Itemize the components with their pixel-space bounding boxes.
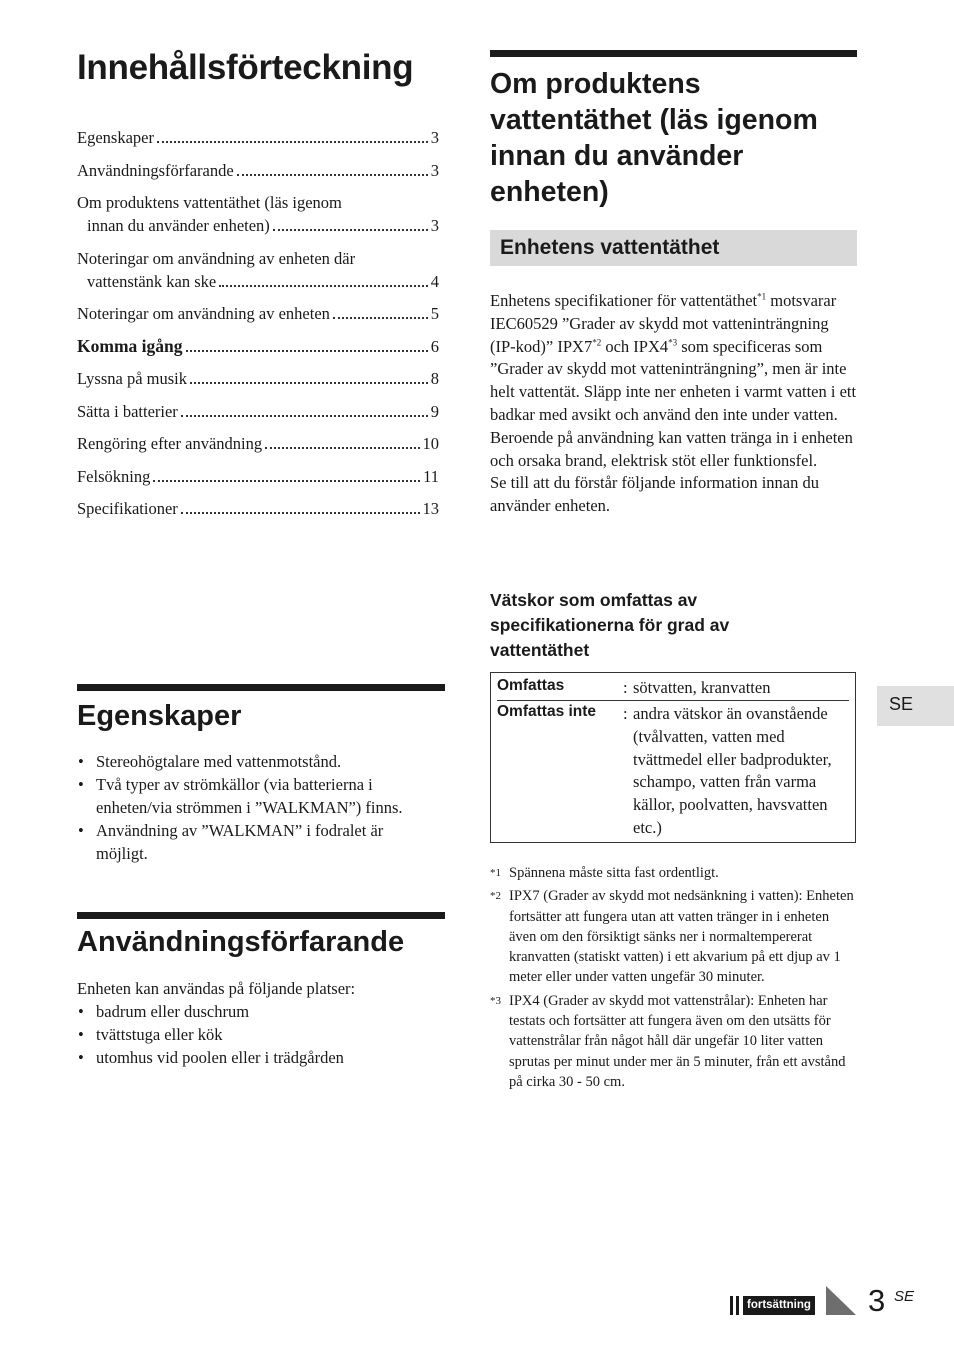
toc-leader: [181, 415, 428, 417]
list-item: • Användning av ”WALKMAN” i fodralet är möjligt.: [77, 819, 439, 865]
toc-leader: [237, 174, 428, 176]
waterproof-body: [490, 290, 857, 518]
footnotes: [490, 863, 860, 1095]
toc-page: 3: [430, 160, 439, 180]
list-item: • utomhus vid poolen eller i trädgården: [77, 1046, 439, 1069]
continued-indicator: [730, 1286, 856, 1316]
footnote-mark: *1: [490, 867, 501, 879]
footnote-text: Spännena måste sitta fast ordentligt.: [509, 865, 719, 881]
toc-entry[interactable]: [77, 335, 439, 358]
table-key: Omfattas inte: [497, 703, 597, 720]
toc-leader: [181, 512, 420, 514]
continued-bar: [736, 1296, 739, 1315]
list-item: • tvättstuga eller kök: [77, 1023, 439, 1046]
subsection-header: [490, 230, 857, 266]
toc-leader: [157, 141, 428, 143]
toc-page: 6: [430, 336, 439, 356]
toc-page: 5: [430, 304, 439, 323]
toc-page: 9: [430, 401, 439, 421]
language-tab: [877, 686, 954, 726]
toc-leader: [219, 285, 428, 287]
toc-entry-label: Om produktens vattentäthet (läs igenom: [77, 193, 342, 212]
toc-leader: [333, 317, 428, 319]
toc-leader: [153, 480, 420, 482]
toc-entry-label-cont: innan du använder enheten): [87, 216, 270, 235]
toc-entry[interactable]: [77, 432, 439, 455]
usage-list: [77, 1000, 439, 1069]
toc-entry[interactable]: [77, 367, 439, 390]
toc-entry[interactable]: [77, 497, 439, 520]
body-text-span: motsvarar IEC60529 ”Grader av skydd mot vatteninträngning (IP-kod)” IPX7: [490, 291, 837, 356]
toc-entry-label: Användningsförfarande: [77, 160, 234, 180]
toc-entry[interactable]: [77, 191, 439, 237]
table-value-cell: [623, 703, 843, 840]
toc-entry[interactable]: [77, 302, 439, 325]
table-value: sötvatten, kranvatten: [633, 678, 771, 697]
toc-entry[interactable]: [77, 400, 439, 423]
toc-page: 11: [423, 466, 439, 486]
footnote: [490, 886, 860, 987]
section-rule: [490, 50, 857, 57]
colon: :: [623, 678, 628, 697]
section-rule: [77, 912, 445, 919]
toc-entry-label: Felsökning: [77, 466, 151, 486]
list-item: • badrum eller duschrum: [77, 1000, 439, 1023]
table-of-contents: [77, 126, 439, 530]
footnote: [490, 863, 860, 883]
table-value-cell: [623, 677, 770, 700]
features-list: [77, 750, 439, 865]
footnote-ref: *2: [592, 337, 602, 348]
liquids-table: [490, 672, 856, 843]
toc-entry[interactable]: [77, 465, 439, 488]
page-language: SE: [894, 1288, 915, 1305]
subsection-title: Enhetens vattentäthet: [500, 236, 720, 259]
toc-leader: [273, 229, 428, 231]
page-number: 3: [868, 1283, 886, 1318]
footnote-text: IPX7 (Grader av skydd mot nedsänkning i vatten): Enheten fortsätter att fungera utan att vatten tränger in i enheten även om den försiktigt sänks ner i normaltempererat kranvatten (statiskt vatten) i ett akvarium på ett djup av 1 meter eller under vatten ungefär 30 minuter.: [509, 888, 854, 986]
toc-leader: [186, 350, 428, 352]
toc-title: Innehållsförteckning: [77, 48, 414, 87]
list-item: • Två typer av strömkällor (via batterierna i enheten/via strömmen i ”WALKMAN”) finns.: [77, 773, 439, 819]
toc-leader: [265, 447, 419, 449]
toc-entry-label: Noteringar om användning av enheten där: [77, 248, 356, 268]
usage-title: Användningsförfarande: [77, 926, 405, 958]
toc-entry-label: Sätta i batterier: [77, 401, 178, 421]
body-text-span: Enhetens specifikationer för vattentäthet: [490, 291, 758, 310]
list-item: • Stereohögtalare med vattenmotstånd.: [77, 750, 439, 773]
usage-intro: Enheten kan användas på följande platser:: [77, 979, 356, 998]
toc-entry-label: Noteringar om användning av enheten: [77, 304, 330, 323]
colon: :: [623, 704, 628, 723]
body-text-span: och IPX4: [601, 336, 669, 356]
toc-page: 13: [422, 499, 439, 518]
toc-page: 10: [422, 434, 439, 453]
continued-arrow-icon: [826, 1286, 856, 1315]
toc-entry-label: Specifikationer: [77, 499, 178, 518]
toc-entry[interactable]: [77, 126, 439, 149]
features-title: Egenskaper: [77, 700, 242, 732]
toc-entry[interactable]: [77, 247, 439, 293]
toc-page: 3: [430, 128, 439, 147]
toc-page: 4: [430, 271, 439, 291]
footnote-mark: *2: [490, 890, 501, 903]
waterproof-title: Om produktens vattentäthet (läs igenom innan du använder enheten): [490, 68, 818, 208]
toc-entry-label: Rengöring efter användning: [77, 434, 263, 453]
body-text-span: som specificeras som ”Grader av skydd mot vatteninträngning”, men är inte helt vattentät. Släpp inte ner enheten i varmt vatten i ett badkar med avsikt och använd den inte under vatten. Beroende på användning kan vatten tränga in i enheten och orsaka brand, elektrisk stöt eller funktionsfel.: [490, 336, 857, 470]
footnote-ref: *3: [668, 337, 678, 348]
table-row: [497, 677, 849, 701]
toc-entry-label: Komma igång: [77, 335, 183, 356]
toc-entry-label-cont: vattenstänk kan ske: [87, 271, 217, 291]
toc-page: 8: [430, 369, 439, 388]
toc-page: 3: [430, 216, 439, 235]
footnote-ref: *1: [757, 291, 767, 302]
continued-bar: [730, 1296, 733, 1315]
table-key: Omfattas: [497, 677, 565, 694]
table-value: andra vätskor än ovanstående (tvålvatten, vatten med tvättmedel eller badprodukter, schampo, vatten från varma källor, poolvatten, havsvatten etc.): [633, 704, 832, 837]
toc-entry-label: Lyssna på musik: [77, 369, 187, 388]
section-rule: [77, 684, 445, 691]
body-paragraph: [490, 290, 857, 472]
continued-label: fortsättning: [743, 1296, 815, 1315]
footnote-mark: *3: [490, 994, 501, 1007]
liquids-title: Vätskor som omfattas av specifikationerna för grad av vattentäthet: [490, 590, 730, 660]
language-tab-label: SE: [889, 694, 914, 714]
toc-entry-label: Egenskaper: [77, 128, 154, 147]
footnote: [490, 991, 860, 1092]
toc-entry[interactable]: [77, 159, 439, 182]
toc-leader: [190, 382, 428, 384]
footnote-text: IPX4 (Grader av skydd mot vattenstrålar): Enheten har testats och fortsätter att fungera även om den utsätts för vattenstrålar från något håll där ungefär 10 liter vatten sprutas per minut under mer än 5 minuter, från ett avstånd på cirka 30 - 50 cm.: [509, 992, 846, 1090]
body-paragraph: Se till att du förstår följande information innan du använder enheten.: [490, 473, 820, 516]
